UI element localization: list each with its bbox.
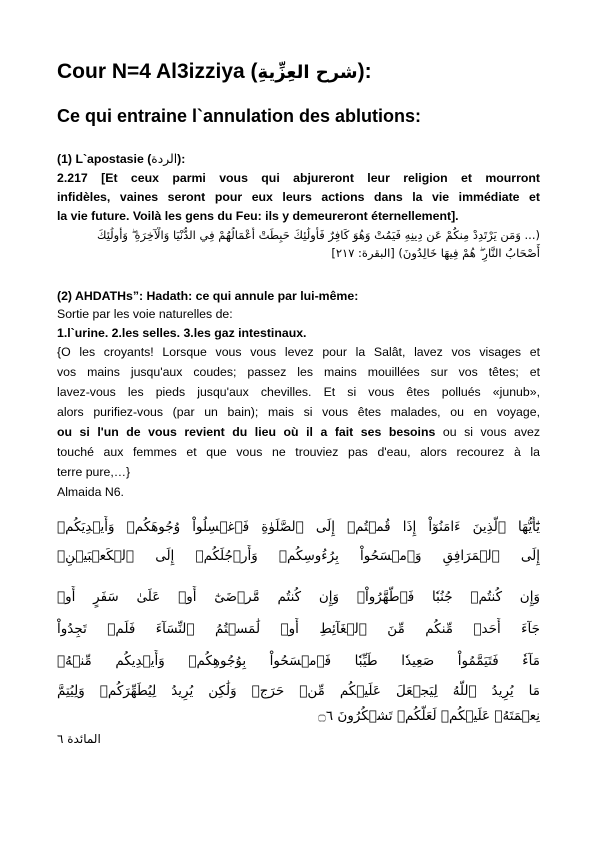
- quran-line-4: جَآءَ أَحَدٞ مِّنكُم مِّنَ ٱلۡغَآئِطِ أَوۡ لَٰمَسۡتُمُ ٱلنِّسَآءَ فَلَمۡ تَجِدُواْ: [57, 621, 540, 637]
- s1-verse-fr-line-1: 2.217 [Et ceux parmi vous qui abjureront leur religion et mourront: [57, 171, 540, 185]
- s2-verse-line-2: vos mains jusqu'aux coudes; passez les mains mouillées sur vos têtes; et: [57, 365, 540, 379]
- s2-items: 1.l`urine. 2.les selles. 3.les gaz intestinaux.: [57, 326, 307, 340]
- s1-heading-arabic: الردة: [151, 152, 178, 166]
- s2-verse-line-3: lavez-vous les pieds jusqu'aux chevilles. Et si vous êtes pollués «junub»,: [57, 385, 540, 399]
- s2-verse-line-6: touché aux femmes et que vous ne trouviez pas d'eau, alors recourez à la: [57, 445, 540, 459]
- s2-verse-line-7: terre pure,…}: [57, 465, 131, 479]
- page-title: [57, 60, 372, 84]
- quran-line-6: مَا يُرِيدُ ٱللَّهُ لِيَجۡعَلَ عَلَيۡكُم مِّنۡ حَرَجٖ وَلَٰكِن يُرِيدُ لِيُطَهِّرَكُمۡ وَلِيُتِمَّ: [57, 683, 540, 699]
- quran-line-3: وَإِن كُنتُمۡ جُنُبٗا فَٱطَّهَّرُواْۚ وَإِن كُنتُم مَّرۡضَىٰٓ أَوۡ عَلَىٰ سَفَرٍ أَوۡ: [57, 589, 540, 605]
- quran-reference: المائدة ٦: [57, 732, 101, 746]
- s1-heading-suffix: ):: [177, 152, 186, 166]
- s2-verse-line-1: {O les croyants! Lorsque vous vous levez pour la Salât, lavez vos visages et: [57, 345, 540, 359]
- s1-heading-prefix: (1) L`apostasie (: [57, 152, 152, 166]
- s2-verse-line-5-bold: ou si l'un de vous revient du lieu où il a fait ses besoins: [57, 425, 436, 439]
- s2-sub: Sortie par les voie naturelles de:: [57, 307, 233, 321]
- title-arabic: شرح العِزِّيةِ: [257, 62, 358, 83]
- title-prefix: Cour N=4 Al3izziya (: [57, 60, 258, 83]
- s1-verse-fr-line-2: infidèles, vaines seront pour eux leurs actions dans la vie immédiate et: [57, 190, 540, 204]
- s2-reference: Almaida N6.: [57, 485, 124, 499]
- title-suffix: ):: [357, 60, 372, 83]
- s2-heading: (2) AHDATHs”: Hadath: ce qui annule par lui-même:: [57, 289, 359, 303]
- quran-line-2: إِلَى ٱلۡمَرَافِقِ وَٱمۡسَحُواْ بِرُءُوسِكُمۡ وَأَرۡجُلَكُمۡ إِلَى ٱلۡكَعۡبَيۡنِۚ: [57, 548, 540, 564]
- quran-line-1: يَٰٓأَيُّهَا ٱلَّذِينَ ءَامَنُوٓاْ إِذَا قُمۡتُمۡ إِلَى ٱلصَّلَوٰةِ فَٱغۡسِلُواْ وُجُوهَكُمۡ وَأَيۡدِيَكُمۡ: [57, 519, 540, 535]
- quran-line-7: نِعۡمَتَهُۥ عَلَيۡكُمۡ لَعَلَّكُمۡ تَشۡكُرُونَ ۝٦: [317, 708, 540, 724]
- s1-verse-fr-line-3: la vie future. Voilà les gens du Feu: ils y demeureront éternellement].: [57, 209, 459, 223]
- s2-verse-line-4: alors purifiez-vous (par un bain); mais si vous êtes malades, ou en voyage,: [57, 405, 540, 419]
- s1-heading: [57, 151, 540, 168]
- s1-verse-ar-line-1: (... وَمَن يَرْتَدِدْ مِنكُمْ عَن دِينِهِ فَيَمُتْ وَهُوَ كَافِرٌ فَأُولَٰئِكَ حَبِطَتْ أَعْمَالُهُمْ فِي الدُّنْيَا وَالْآخِرَةِ ۖ وَأُولَٰئِكَ: [97, 228, 540, 242]
- section-title: Ce qui entraine l`annulation des ablutions:: [57, 106, 422, 126]
- quran-line-5: مَآءٗ فَتَيَمَّمُواْ صَعِيدٗا طَيِّبٗا فَٱمۡسَحُواْ بِوُجُوهِكُمۡ وَأَيۡدِيكُم مِّنۡهُۚ: [57, 653, 540, 669]
- s2-verse-line-5-rest: ou si vous avez: [435, 425, 540, 439]
- s1-verse-ar-line-2: أَصْحَابُ النَّارِ ۖ هُمْ فِيهَا خَالِدُونَ) [البقرة: ٢١٧]: [331, 246, 540, 260]
- s2-verse-line-5: [57, 424, 540, 441]
